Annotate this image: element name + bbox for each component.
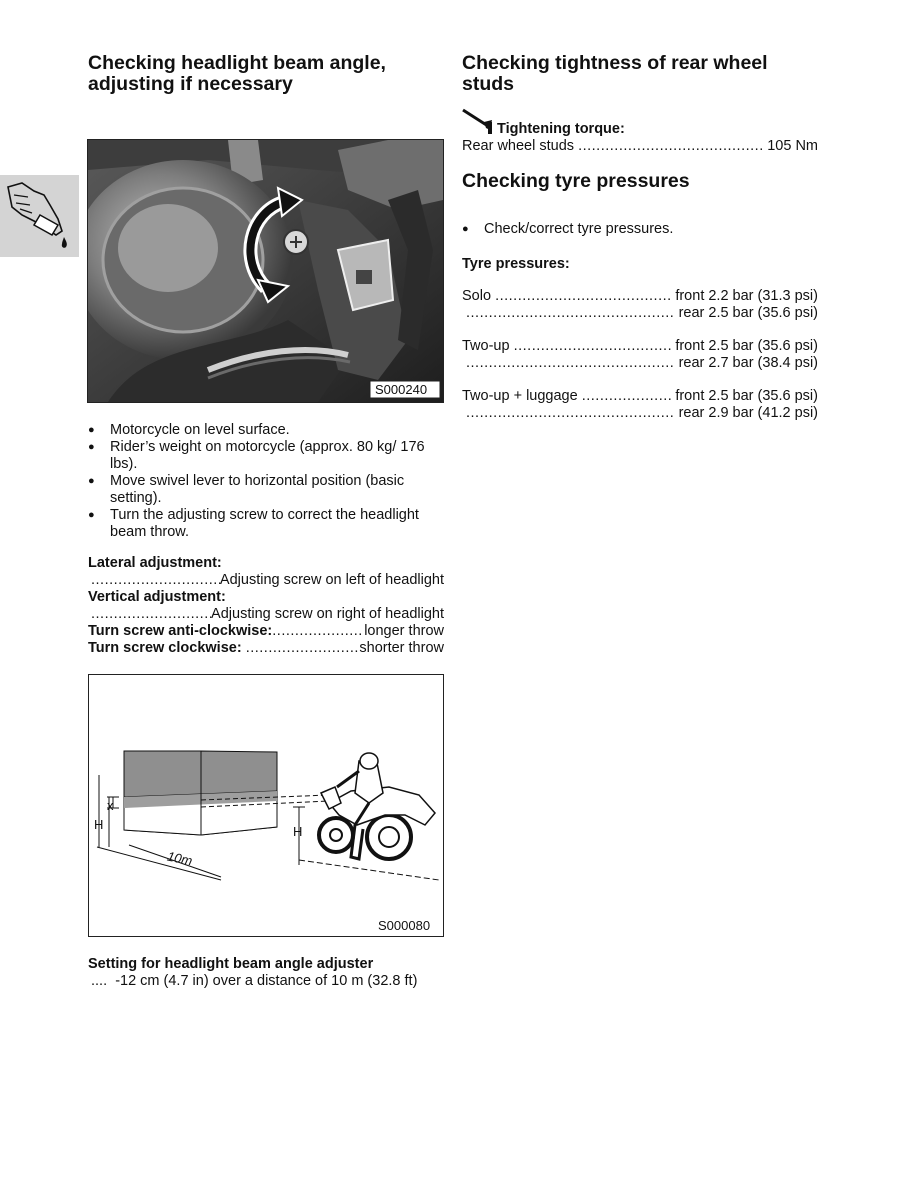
photo-code: S000240 — [375, 382, 428, 397]
bullet-item: ● Motorcycle on level surface. — [88, 422, 444, 439]
maintenance-side-tab — [0, 175, 79, 257]
bullet-item: ● Move swivel lever to horizontal position (basic setting). — [88, 473, 444, 507]
left-bullet-list — [88, 422, 444, 541]
distance-label: 10m — [165, 848, 194, 869]
front-pressure: front 2.2 bar (31.3 psi) — [675, 288, 818, 304]
maintenance-hand-oil-icon — [0, 175, 79, 257]
bullet-item: ● Rider’s weight on motorcycle (approx. 80 kg/ 176 lbs). — [88, 439, 444, 473]
projection-wall — [124, 751, 277, 835]
torque-value: 105 Nm — [767, 138, 818, 154]
front-pressure: front 2.5 bar (35.6 psi) — [675, 388, 818, 404]
left-heading: Checking headlight beam angle, adjusting if necessary — [88, 52, 386, 95]
setting-block — [88, 956, 448, 990]
pressure-group-two-up-luggage — [462, 388, 818, 422]
motorcycle-rider-illustration — [319, 753, 435, 859]
vertical-value: Adjusting screw on right of headlight — [211, 606, 444, 622]
load-label: Two-up + luggage — [462, 388, 578, 404]
vertical-row — [88, 606, 444, 623]
right-heading-2: Checking tyre pressures — [462, 170, 690, 192]
rear-pressure: rear 2.7 bar (38.4 psi) — [678, 355, 818, 371]
pressure-group-solo — [462, 288, 818, 322]
setting-title: Setting for headlight beam angle adjuster — [88, 956, 374, 972]
pressure-group-two-up — [462, 338, 818, 372]
beam-angle-diagram — [88, 674, 444, 937]
pressure-front-row — [462, 288, 818, 305]
pressure-front-row — [462, 338, 818, 355]
clockwise-row — [88, 640, 444, 657]
setting-value: -12 cm (4.7 in) over a distance of 10 m (32.8 ft) — [115, 973, 418, 989]
lateral-label: Lateral adjustment: — [88, 555, 222, 571]
rear-pressure: rear 2.5 bar (35.6 psi) — [678, 305, 818, 321]
torque-wrench-icon — [460, 106, 496, 141]
h-right-label: H — [293, 824, 303, 839]
torque-row — [462, 138, 818, 155]
diagram-code: S000080 — [378, 918, 431, 933]
adjusting-screw — [284, 230, 308, 254]
pressure-rear-row — [462, 305, 818, 322]
right-heading-1: Checking tightness of rear wheel studs — [462, 52, 768, 95]
x-label: x — [107, 798, 114, 813]
setting-prefix: .... — [91, 973, 108, 989]
check-bullet: ● Check/correct tyre pressures. — [462, 221, 840, 238]
load-label: Two-up — [462, 338, 510, 354]
anticlockwise-row — [88, 623, 444, 640]
pressure-table — [462, 288, 818, 422]
front-pressure: front 2.5 bar (35.6 psi) — [675, 338, 818, 354]
h-left-label: H — [94, 817, 104, 832]
torque-label: Tightening torque: — [497, 121, 625, 137]
bullet-item: ● Turn the adjusting screw to correct the headlight beam throw. — [88, 507, 444, 541]
clockwise-label: Turn screw clockwise: — [88, 640, 242, 656]
setting-row — [88, 973, 448, 990]
pressures-title: Tyre pressures: — [462, 256, 570, 272]
pressure-rear-row — [462, 355, 818, 372]
anticlockwise-label: Turn screw anti-clockwise: — [88, 623, 273, 639]
pressure-rear-row — [462, 405, 818, 422]
headlight-adjuster-photo — [87, 139, 444, 403]
adjustment-table — [88, 555, 444, 657]
lateral-row — [88, 572, 444, 589]
load-label: Solo — [462, 288, 492, 304]
clockwise-value: shorter throw — [359, 640, 444, 656]
pressure-front-row — [462, 388, 818, 405]
lateral-value: Adjusting screw on left of headlight — [219, 572, 444, 588]
vertical-label: Vertical adjustment: — [88, 589, 226, 605]
rear-pressure: rear 2.9 bar (41.2 psi) — [678, 405, 818, 421]
anticlockwise-value: longer throw — [364, 623, 444, 639]
torque-item: Rear wheel studs — [462, 138, 575, 154]
